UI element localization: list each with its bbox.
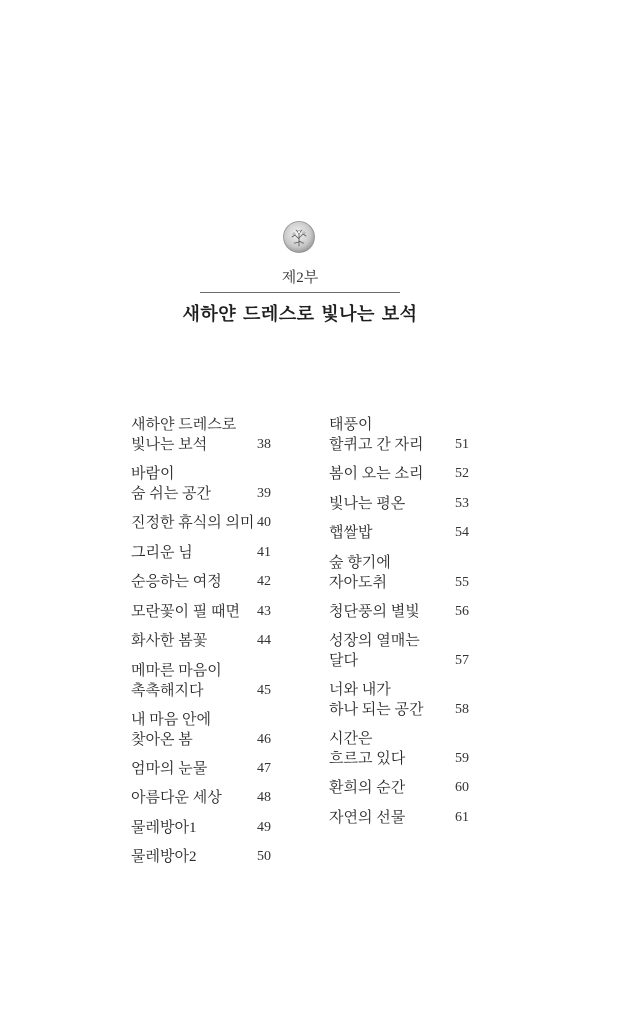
- toc-page-number: 41: [257, 544, 271, 560]
- toc-entry: [329, 778, 469, 798]
- toc-entry: [131, 847, 271, 867]
- toc-entry-title: 순응하는 여정: [131, 574, 222, 590]
- toc-page-number: 46: [257, 731, 271, 747]
- toc-entry-title: 숨 쉬는 공간: [131, 486, 211, 502]
- toc-entry-title: 봄이 오는 소리: [329, 466, 424, 482]
- toc-entry: [329, 494, 469, 514]
- toc-entry-title: 그리운 님: [131, 544, 193, 561]
- toc-page-number: 49: [257, 819, 271, 835]
- toc-page-number: 52: [455, 466, 469, 481]
- toc-entry: [131, 759, 271, 779]
- toc-entry-title: 시간은: [329, 731, 373, 747]
- toc-page-number: 44: [257, 633, 271, 648]
- toc-entry-title: 메마른 마음이: [131, 662, 222, 679]
- toc-page-number: 53: [455, 495, 469, 511]
- toc-entry-title: 환희의 순간: [329, 780, 406, 796]
- toc-entry-title: 엄마의 눈물: [131, 760, 208, 777]
- toc-entry: [131, 415, 271, 455]
- toc-page-number: 59: [455, 751, 469, 766]
- toc-page-number: 40: [257, 515, 271, 530]
- toc-entry: [131, 788, 271, 808]
- toc-entry: [329, 729, 469, 769]
- toc-page-number: 48: [257, 790, 271, 805]
- toc-entry-title: 자연의 선물: [329, 809, 406, 826]
- toc-entry: [131, 464, 271, 504]
- toc-entry: [131, 661, 271, 701]
- toc-entry: [131, 513, 271, 533]
- toc-entry-title: 촉촉해지다: [131, 682, 204, 699]
- toc-entry: [329, 464, 469, 484]
- toc-right-column: [329, 415, 469, 837]
- toc-entry-title: 숲 향기에: [329, 554, 391, 571]
- toc-entry-title: 빛나는 보석: [131, 437, 208, 453]
- title-divider: [200, 292, 400, 293]
- toc-page-number: 61: [455, 809, 469, 825]
- toc-page-number: 39: [257, 486, 271, 501]
- toc-entry-title: 찾아온 봄: [131, 731, 193, 748]
- toc-page-number: 43: [257, 603, 271, 619]
- toc-entry-title: 내 마음 안에: [131, 711, 211, 728]
- flower-medallion-icon: [283, 221, 315, 253]
- toc-entry: [329, 523, 469, 543]
- toc-page-number: 42: [257, 574, 271, 589]
- toc-page-number: 55: [455, 574, 469, 590]
- part-label: 제2부: [281, 270, 319, 286]
- toc-page-number: 56: [455, 603, 469, 619]
- toc-entry-title: 화사한 봄꽃: [131, 633, 208, 649]
- toc-entry-title: 진정한 휴식의 의미: [131, 515, 255, 531]
- toc-entry-title: 태풍이: [329, 417, 373, 433]
- toc-page-number: 58: [455, 702, 469, 717]
- toc-entry-title: 바람이: [131, 466, 175, 482]
- toc-entry-title: 하나 되는 공간: [329, 702, 424, 718]
- toc-entry-title: 모란꽃이 필 때면: [131, 603, 240, 620]
- toc-entry: [131, 543, 271, 563]
- toc-page-number: 57: [455, 653, 469, 668]
- toc-entry-title: 청단풍의 별빛: [329, 603, 420, 620]
- toc-left-column: [131, 415, 271, 877]
- toc-entry-title: 달다: [329, 653, 358, 669]
- toc-page-number: 51: [455, 437, 469, 452]
- toc-page-number: 60: [455, 780, 469, 795]
- toc-entry: [131, 602, 271, 622]
- toc-entry-title: 아름다운 세상: [131, 790, 222, 806]
- toc-entry-title: 물레방아1: [131, 819, 197, 836]
- toc-entry: [329, 553, 469, 593]
- toc-entry-title: 빛나는 평온: [329, 495, 406, 512]
- toc-entry: [329, 415, 469, 455]
- toc-entry-title: 물레방아2: [131, 849, 197, 865]
- toc-entry: [329, 631, 469, 671]
- toc-entry: [131, 572, 271, 592]
- toc-page-number: 38: [257, 437, 271, 452]
- toc-page-number: 54: [455, 525, 469, 540]
- toc-entry-title: 새하얀 드레스로: [131, 417, 237, 433]
- toc-entry: [329, 602, 469, 622]
- toc-entry-title: 흐르고 있다: [329, 751, 406, 767]
- toc-entry: [131, 631, 271, 651]
- toc-entry: [131, 710, 271, 750]
- toc-entry: [131, 818, 271, 838]
- toc-entry-title: 할퀴고 간 자리: [329, 437, 424, 453]
- toc-entry: [329, 808, 469, 828]
- toc-entry-title: 성장의 열매는: [329, 633, 420, 649]
- part-title: 새하얀 드레스로 빛나는 보석: [182, 304, 418, 325]
- toc-page-number: 47: [257, 760, 271, 776]
- toc-page-number: 45: [257, 682, 271, 698]
- toc-entry-title: 햅쌀밥: [329, 525, 373, 541]
- toc-entry-title: 자아도취: [329, 574, 387, 591]
- toc-entry-title: 너와 내가: [329, 682, 391, 698]
- toc-page-number: 50: [257, 849, 271, 864]
- toc-entry: [329, 680, 469, 720]
